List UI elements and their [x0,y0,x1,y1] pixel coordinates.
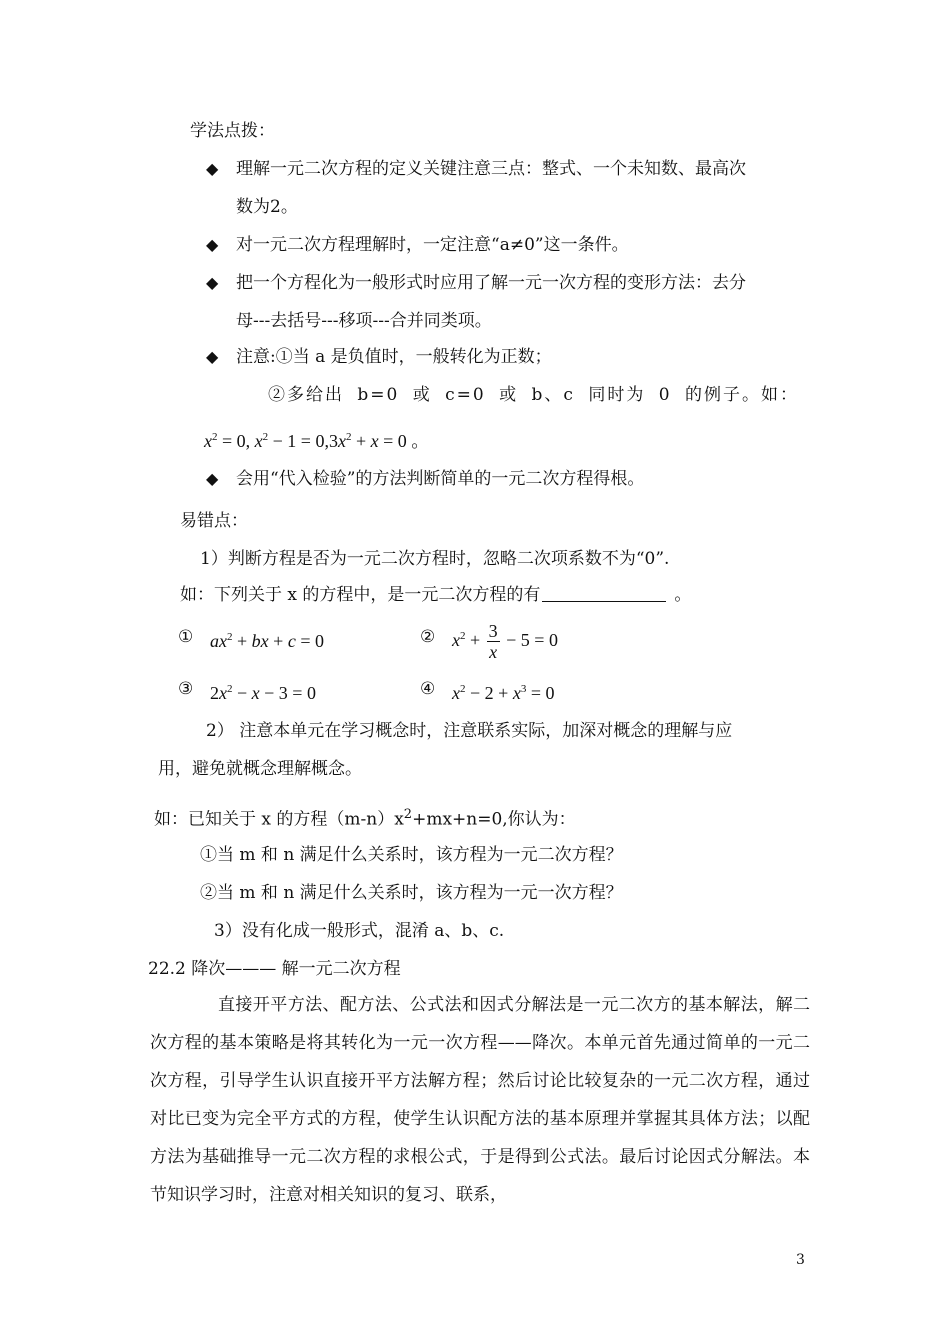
example-period: 。 [411,431,430,451]
example-question-1 [180,582,691,608]
fraction-3-over-x: $\frac{3}{x}$ [488,621,498,663]
option-2-equation: $x^2$ + $\frac{3}{x}$ − 5 = 0 [452,621,558,663]
bullet-diamond-icon: ◆ [206,273,219,292]
section-body-paragraph: 直接开平方法、配方法、公式法和因式分解法是一元二次方的基本解法，解二次方程的基本策略是将其转化为一元一次方程——降次。本单元首先通过简单的一元二次方程，引导学生认识直接开平方法解方程；然后讨论比较复杂的一元二次方程，通过对比已变为完全平方式的方程，使学生认识配方法的基本原理并掌握其具体方法；以配方法为基础推导一元二次方程的求根公式，于是得到公式法。最后讨论因式分解法。本节知识学习时，注意对相关知识的复习、联系， [150,995,810,1205]
bullet-3-line-1: 把一个方程化为一般形式时应用了解一元一次方程的变形方法：去分 [236,273,746,293]
error-point-2-line-2: 用，避免就概念理解概念。 [158,759,362,779]
section-title-22-2: 22.2 降次——— 解一元二次方程 [148,959,401,979]
option-1-equation: $ax^2$ + bx + c = 0 [210,631,324,651]
example-equations: $x^2 = 0$, $x^2 - 1 = 0,3x^2 + x = 0$ 。 [204,431,430,451]
bullet-2: 对一元二次方程理解时，一定注意“a≠0”这一条件。 [236,235,629,255]
bullet-4-line-1: 注意:①当 a 是负值时，一般转化为正数； [236,347,552,367]
bullet-diamond-icon: ◆ [206,347,219,366]
bullet-diamond-icon: ◆ [206,469,219,488]
bullet-3-line-2: 母---去括号---移项---合并同类项。 [236,311,492,331]
option-4-equation: $x^2 - 2 + x^3 = 0$ [452,683,555,703]
example-question-1-end: 。 [674,585,692,605]
example-question-2-end: +mx+n=0,你认为： [412,809,576,830]
heading-error-points: 易错点： [180,511,248,531]
question-item-1: ①当 m 和 n 满足什么关系时，该方程为一元二次方程？ [200,845,623,865]
example-question-2-text: 如：已知关于 x 的方程（m-n）x [154,809,404,830]
option-3-label: ③ [178,679,194,699]
option-1-label: ① [178,627,194,647]
bullet-diamond-icon: ◆ [206,159,219,178]
bullet-1-line-1: 理解一元二次方程的定义关键注意三点：整式、一个未知数、最高次 [236,159,746,179]
bullet-1-line-2: 数为2。 [236,197,298,217]
bullet-diamond-icon: ◆ [206,235,219,254]
answer-blank[interactable] [542,583,666,602]
bullet-4-line-2: ②多给出 b=0 或 c=0 或 b、c 同时为 0 的例子。如： [268,385,799,405]
question-item-2: ②当 m 和 n 满足什么关系时，该方程为一元一次方程？ [200,883,623,903]
error-point-3: 3）没有化成一般形式，混淆 a、b、c. [214,921,505,941]
heading-study-tips: 学法点拨： [190,121,275,141]
error-point-2-line-1: 2） 注意本单元在学习概念时，注意联系实际，加深对概念的理解与应 [206,721,733,741]
option-3-equation: $2x^2 - x - 3 = 0$ [210,683,316,703]
example-question-1-text: 如：下列关于 x 的方程中，是一元二次方程的有 [180,585,541,605]
exponent: 2 [403,807,413,822]
page-number: 3 [796,1252,805,1268]
option-2-label: ② [420,627,436,647]
example-question-2 [154,802,576,833]
error-point-1: 1）判断方程是否为一元二次方程时，忽略二次项系数不为“0”. [200,549,670,569]
bullet-5: 会用“代入检验”的方法判断简单的一元二次方程得根。 [236,469,645,489]
option-4-label: ④ [420,679,436,699]
